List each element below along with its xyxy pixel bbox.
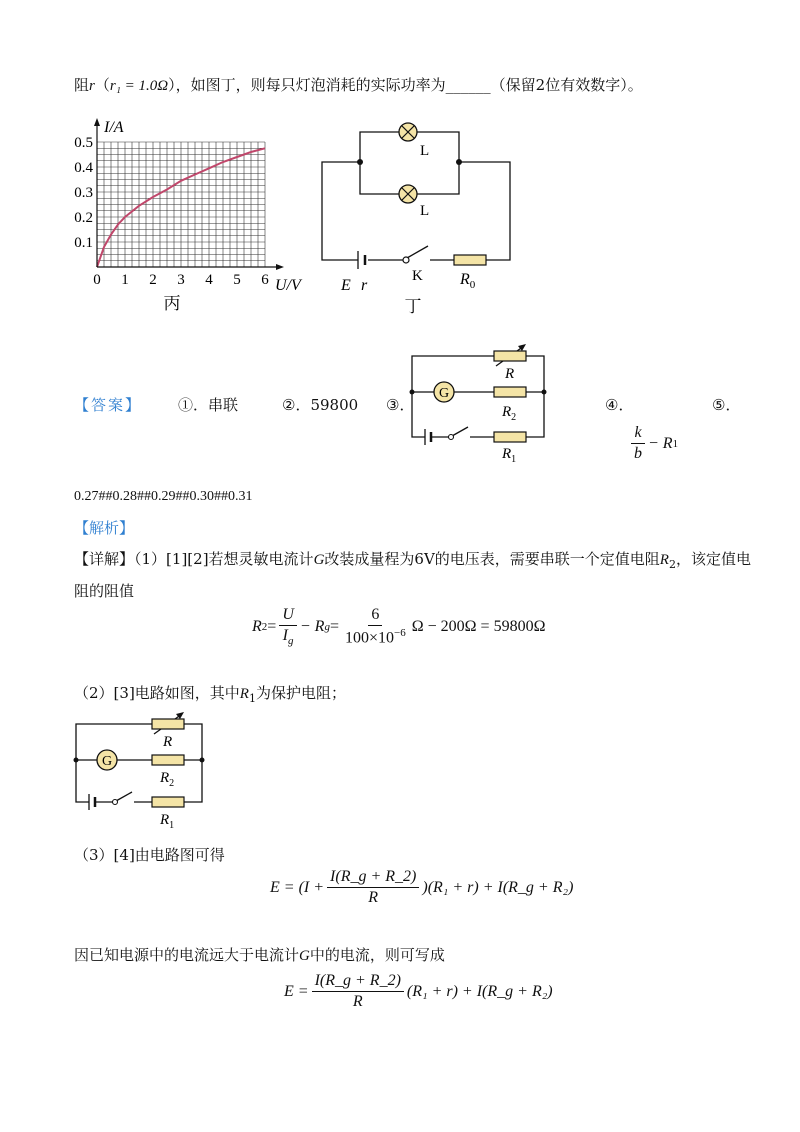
detail-line-4: （3）[4]由电路图可得: [74, 846, 225, 864]
answer-1: ①．串联: [178, 396, 239, 414]
x-tick-label: 5: [233, 272, 241, 288]
svg-text:G: G: [101, 754, 113, 769]
graph-caption: 丙: [163, 294, 181, 312]
y-tick-label: 0.4: [74, 160, 93, 176]
svg-text:L: L: [420, 203, 430, 219]
detail-line-2: 阻的阻值: [74, 582, 135, 600]
x-axis-label: U/V: [275, 277, 301, 294]
x-tick-label: 3: [177, 272, 185, 288]
equation-2: E = (I + $\frac{I(R\_g + R\_2)}{R}$ )(R₁ + r) + I(R_g + R₂): [270, 868, 574, 906]
detail-line-5: 因已知电源中的电流远大于电流计G中的电流，则可写成: [74, 946, 445, 964]
r1-value: r₁ = 1.0Ω: [109, 78, 169, 94]
y-tick-label: 0.5: [74, 135, 93, 151]
equation-3: E = $\frac{I(R\_g + R\_2)}{R}$ (R₁ + r) + I(R_g + R₂): [284, 972, 553, 1010]
circuit-ding: [316, 112, 526, 322]
svg-text:G: G: [438, 386, 450, 401]
svg-text:R2: $R_2$: [502, 404, 517, 423]
svg-text:R1: $R_1$: [502, 446, 517, 465]
x-tick-label: 1: [121, 272, 129, 288]
y-axis-label: I/A: [104, 119, 124, 136]
answer-5-expression: $\frac{k}{b}$ − R 1: [628, 424, 678, 463]
x-tick-label: 6: [261, 272, 269, 288]
answer-tag: 【答案】: [74, 396, 143, 414]
answer-2: ②．59800: [282, 396, 359, 414]
x-tick-label: 2: [149, 272, 157, 288]
svg-text:L: L: [420, 143, 430, 159]
x-tick-label: 0: [93, 272, 101, 288]
y-tick-label: 0.2: [74, 210, 93, 226]
detail-circuit: [66, 712, 216, 832]
circuit-caption: 丁: [404, 297, 422, 316]
svg-text:R1: $R_1$: [160, 812, 175, 831]
x-tick-label: 4: [205, 272, 213, 288]
answer-circuit: [404, 340, 554, 470]
y-tick-label: 0.1: [74, 235, 93, 251]
top-line: 阻r（r₁ = 1.0Ω），如图丁，则每只灯泡消耗的实际功率为______（保留2位有效数字）。: [74, 76, 643, 94]
svg-text:r: r: [361, 277, 368, 294]
equation-1: R 2 = $\frac{U}{I_g}$ − R g = $\frac{6}{100\times 10^{-6}}$ Ω − 200Ω = 59800Ω: [252, 606, 546, 648]
detail-line-1: 【详解】（1）[1][2]若想灵敏电流计G改装成量程为6V的电压表，需要串联一个定值电阻$R_2$，该定值电: [74, 550, 751, 571]
lamp-2: [399, 185, 417, 203]
lamp-1: [399, 123, 417, 141]
svg-text:R2: $R_2$: [160, 770, 175, 789]
svg-text:R: R: [505, 366, 515, 382]
svg-text:R: R: [163, 734, 173, 750]
answer-5: ⑤．: [712, 396, 741, 414]
svg-text:K: K: [412, 268, 423, 284]
y-tick-label: 0.3: [74, 185, 93, 201]
svg-text:E: E: [341, 277, 351, 294]
analysis-tag: 【解析】: [74, 519, 135, 537]
svg-text:R0: $R_0$: [460, 271, 476, 291]
answer-5-line2: 0.27##0.28##0.29##0.30##0.31: [74, 489, 253, 504]
resistor-r0: [454, 255, 486, 265]
answer-3: ③．: [386, 396, 415, 414]
answer-4: ④．: [605, 396, 634, 414]
detail-line-3: （2）[3]电路如图，其中$R_1$为保护电阻；: [74, 684, 346, 705]
iv-graph: [66, 112, 316, 312]
